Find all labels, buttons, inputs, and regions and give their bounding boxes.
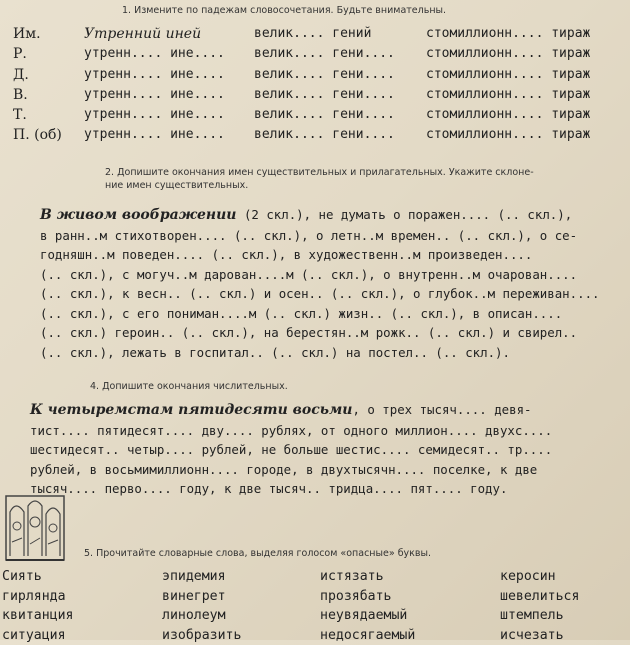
task4-text <box>30 400 552 499</box>
table-cell: велик.... гени.... <box>254 125 395 145</box>
phrase-header-2: велик.... гений <box>254 24 371 44</box>
task2-line: (.. скл.) героин.. (.. скл.), на берестян..м рожк.. (.. скл.) и свирел.. <box>40 323 600 343</box>
case-label: Им. <box>13 24 41 44</box>
decorative-illustration-icon <box>2 492 68 564</box>
task2-line: в ранн..м стихотворен.... (.. скл.), о летн..м времен.. (.. скл.), о се- <box>40 226 600 246</box>
task2-title-line2: ние имен существительных. <box>105 180 248 192</box>
task2-title-line1: 2. Допишите окончания имен существительных и прилагательных. Укажите склоне- <box>105 167 534 179</box>
table-cell: велик.... гени.... <box>254 44 395 64</box>
vocab-word: неувядаемый <box>320 606 415 626</box>
task2-text <box>40 205 600 362</box>
table-cell: утренн.... ине.... <box>84 44 225 64</box>
case-label: Т. <box>13 105 27 125</box>
task4-line: тысяч.... перво.... году, к две тысяч.. тридца.... пят.... году. <box>30 479 552 499</box>
task4-line: шестидесят.. четыр.... рублей, не больше шестис.... семидесят.. тр.... <box>30 440 552 460</box>
task4-line: , о трех тысяч.... девя- <box>352 402 531 417</box>
table-cell: утренн.... ине.... <box>84 105 225 125</box>
vocab-word: штемпель <box>500 606 579 626</box>
task4-line: тист.... пятидесят.... дву.... рублях, от одного миллион.... двухс.... <box>30 421 552 441</box>
vocab-word: эпидемия <box>162 567 241 587</box>
case-label: П. (об) <box>13 125 62 145</box>
table-cell: стомиллионн.... тираж <box>426 125 590 145</box>
table-cell: велик.... гени.... <box>254 85 395 105</box>
table-cell: стомиллионн.... тираж <box>426 44 590 64</box>
vocab-word: изобразить <box>162 626 241 645</box>
task4-line: рублей, в восьмимиллионн.... городе, в двухтысячн.... поселке, к две <box>30 460 552 480</box>
vocab-word: Сиять <box>2 567 73 587</box>
phrase-header-1: Утренний иней <box>84 24 201 44</box>
vocab-column-1 <box>2 567 73 645</box>
table-cell: стомиллионн.... тираж <box>426 65 590 85</box>
vocab-word: шевелиться <box>500 587 579 607</box>
phrase-header-3: стомиллионн.... тираж <box>426 24 590 44</box>
table-cell: велик.... гени.... <box>254 65 395 85</box>
vocab-word: гирлянда <box>2 587 73 607</box>
task2-line: (.. скл.), с его пониман....м (.. скл.) жизн.. (.. скл.), в описан.... <box>40 304 600 324</box>
task2-lead: В живом воображении <box>40 207 236 223</box>
vocab-word: керосин <box>500 567 579 587</box>
table-cell: утренн.... ине.... <box>84 65 225 85</box>
case-label: Д. <box>13 65 29 85</box>
task5-title: 5. Прочитайте словарные слова, выделяя голосом «опасные» буквы. <box>84 548 431 560</box>
case-label: Р. <box>13 44 27 64</box>
case-label: В. <box>13 85 28 105</box>
vocab-column-4 <box>500 567 579 645</box>
task2-line: (.. скл.), лежать в госпитал.. (.. скл.) на постел.. (.. скл.). <box>40 343 600 363</box>
task4-title: 4. Допишите окончания числительных. <box>90 381 288 393</box>
task2-line: (2 скл.), не думать о поражен.... (.. скл.), <box>236 207 572 222</box>
vocab-word: недосягаемый <box>320 626 415 645</box>
vocab-word: истязать <box>320 567 415 587</box>
task4-lead: К четыремстам пятидесяти восьми <box>30 402 352 418</box>
vocab-word: квитанция <box>2 606 73 626</box>
table-cell: утренн.... ине.... <box>84 85 225 105</box>
task2-line: (.. скл.), с могуч..м дарован....м (.. скл.), о внутренн..м очарован.... <box>40 265 600 285</box>
vocab-word: прозябать <box>320 587 415 607</box>
task1-title: 1. Измените по падежам словосочетания. Будьте внимательны. <box>122 5 446 17</box>
table-cell: велик.... гени.... <box>254 105 395 125</box>
vocab-column-3 <box>320 567 415 645</box>
task2-line: (.. скл.), к весн.. (.. скл.) и осен.. (.. скл.), о глубок..м переживан.... <box>40 284 600 304</box>
vocab-word: линолеум <box>162 606 241 626</box>
table-cell: утренн.... ине.... <box>84 125 225 145</box>
task2-line: годняшн..м поведен.... (.. скл.), в художественн..м произведен.... <box>40 245 600 265</box>
vocab-word: винегрет <box>162 587 241 607</box>
vocab-word: исчезать <box>500 626 579 645</box>
vocab-column-2 <box>162 567 241 645</box>
table-cell: стомиллионн.... тираж <box>426 105 590 125</box>
table-cell: стомиллионн.... тираж <box>426 85 590 105</box>
vocab-word: ситуация <box>2 626 73 645</box>
